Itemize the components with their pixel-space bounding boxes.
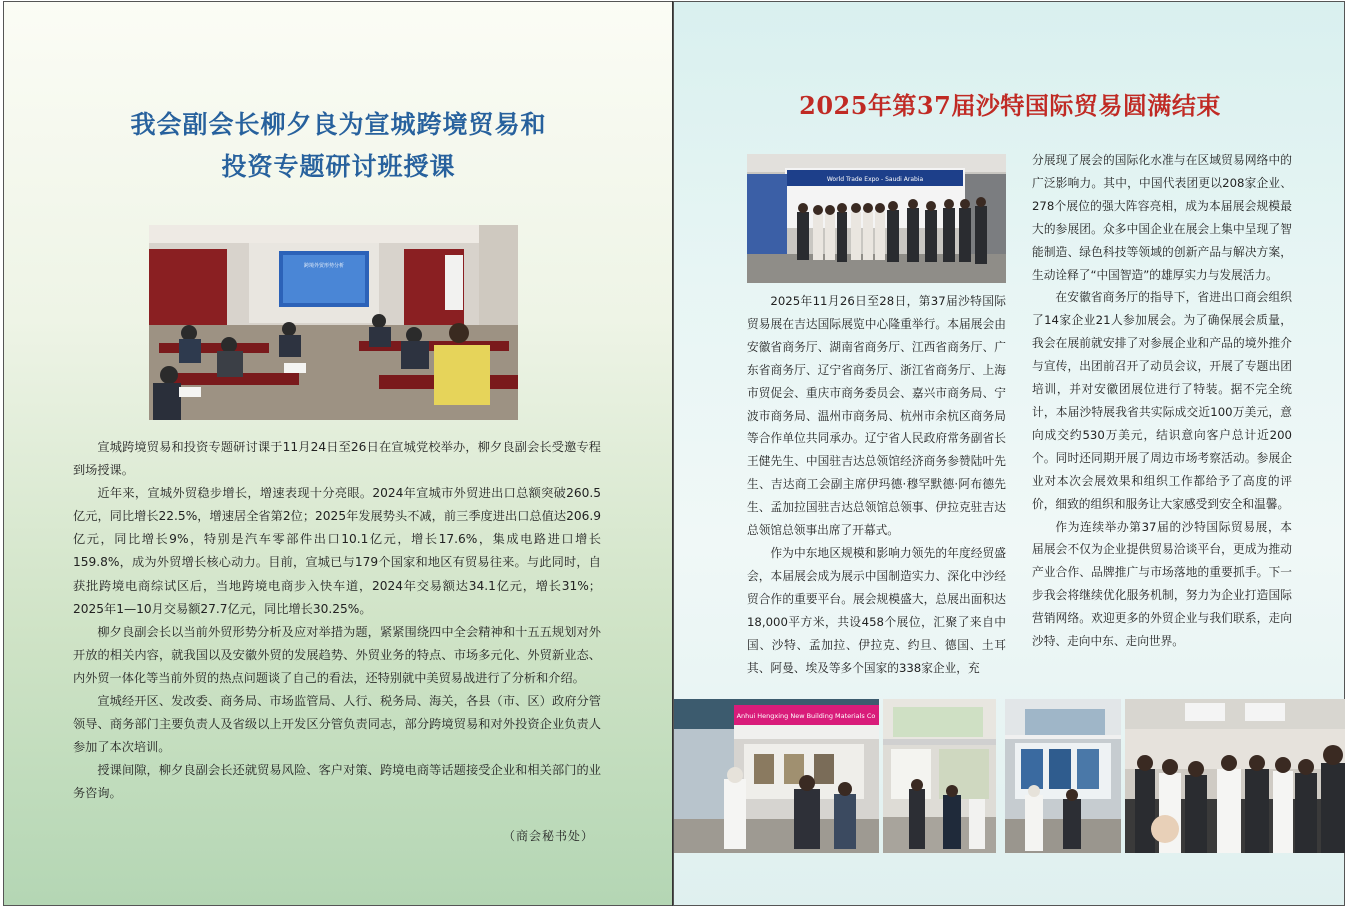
right-paragraph-2: 作为中东地区规模和影响力领先的年度经贸盛会，本届展会成为展示中国制造实力、深化中沙经贸合作的重要平台。展会规模盛大，总展出面积达18,000平方米，共设458个展位，汇聚了来自中国、沙特、孟加拉、伊拉克、约旦、德国、土耳其、阿曼、埃及等多个国家的338家企业，充 <box>747 545 1006 675</box>
left-paragraph-3: 柳夕良副会长以当前外贸形势分析及应对举措为题，紧紧围绕四中全会精神和十五五规划对外开放的相关内容，就我国以及安徽外贸的发展趋势、外贸业务的特点、市场多元化、外贸新业态、内外贸一体化等当前外贸的热点问题谈了自己的看法，还特别就中美贸易战进行了分析和介绍。 <box>73 624 601 685</box>
left-article-body <box>73 436 601 806</box>
classroom-photo <box>149 225 518 420</box>
right-paragraph-2-continued: 分展现了展会的国际化水准与在区域贸易网络中的广泛影响力。其中，中国代表团更以208家企业、278个展位的强大阵容亮相，成为本届展会规模最大的参展团。众多中国企业在展会上集中呈现了智能制造、绿色科技等领域的创新产品与解决方案，生动诠释了“中国智造”的雄厚实力与发展活力。 <box>1032 153 1292 282</box>
left-paragraph-2: 近年来，宣城外贸稳步增长，增速表现十分亮眼。2024年宣城市外贸进出口总额突破260.5亿元，同比增长22.5%，增速居全省第2位；2025年发展势头不减，前三季度进出口总值达206.9亿元，同比增长9%，特别是汽车零部件出口10.1亿元，增长17.6%，集成电路进口增长159.8%，成为外贸增长核心动力。目前，宣城已与179个国家和地区有贸易往来。与此同时，自获批跨境电商综试区后，当地跨境电商步入快车道，2024年交易额达34.1亿元，增长31%；2025年1—10月交易额27.7亿元，同比增长30.25%。 <box>73 486 601 616</box>
right-column-2 <box>1032 149 1292 653</box>
left-paragraph-1: 宣城跨境贸易和投资专题研讨课于11月24日至26日在宣城党校举办，柳夕良副会长受邀专程到场授课。 <box>73 440 601 478</box>
booth-photo-1 <box>674 699 879 853</box>
projector-screen-text: 跨境外贸形势分析 <box>303 263 345 269</box>
booth-photo-3 <box>1005 699 1121 853</box>
left-paragraph-4: 宣城经开区、发改委、商务局、市场监管局、人行、税务局、海关，各县（市、区）政府分管领导、商务部门主要负责人及省级以上开发区分管负责同志，部分跨境贸易和对外投资企业负责人参加了本次培训。 <box>73 694 601 755</box>
right-paragraph-4: 作为连续举办第37届的沙特国际贸易展，本届展会不仅为企业提供贸易洽谈平台，更成为推动产业合作、品牌推广与市场落地的重要抓手。下一步我会将继续优化服务机制，努力为企业打造国际营销网络。欢迎更多的外贸企业与我们联系，走向沙特、走向中东、走向世界。 <box>1032 519 1292 649</box>
right-column-1 <box>747 290 1006 679</box>
delegation-group-photo <box>747 154 1006 283</box>
left-page <box>3 1 672 906</box>
expo-banner-text: World Trade Expo - Saudi Arabia <box>826 176 924 183</box>
booth-sign-text: Anhui Hengxing New Building Materials Co <box>736 712 876 720</box>
article-signature: （商会秘书处） <box>502 829 594 843</box>
right-paragraph-3: 在安徽省商务厅的指导下，省进出口商会组织了14家企业21人参加展会。为了确保展会质量，我会在展前就安排了对参展企业和产品的境外推介与宣传，出团前召开了动员会议，开展了专题出团培训，并对安徽团展位进行了特装。据不完全统计，本届沙特展我省共实际成交近100万美元，意向成交约530万美元，结识意向客户总计近200个。同时还同期开展了周边市场考察活动。参展企业对本次会展效果和组织工作都给予了高度的评价，细致的组织和服务让大家感受到安全和温馨。 <box>1032 290 1292 511</box>
booth-photo-2 <box>883 699 996 853</box>
booth-photo-4 <box>1125 699 1345 853</box>
left-title-line-2: 投资专题研讨班授课 <box>221 152 456 181</box>
right-page <box>673 1 1345 906</box>
left-paragraph-5: 授课间隙，柳夕良副会长还就贸易风险、客户对策、跨境电商等话题接受企业和相关部门的业务咨询。 <box>73 763 601 801</box>
left-title-line-1: 我会副会长柳夕良为宣城跨境贸易和 <box>130 110 547 139</box>
left-article-title <box>4 104 673 188</box>
right-paragraph-1: 2025年11月26日至28日，第37届沙特国际贸易展在吉达国际展览中心隆重举行。本届展会由安徽省商务厅、湖南省商务厅、江西省商务厅、广东省商务厅、辽宁省商务厅、浙江省商务厅、上海市贸促会、重庆市商务委员会、嘉兴市商务局、宁波市商务局、温州市商务局、杭州市余杭区商务局等合作单位共同承办。辽宁省人民政府常务副省长王健先生、中国驻吉达总领馆经济商务参赞陆叶先生、吉达商工会副主席伊玛德·穆罕默德·阿布德先生、孟加拉国驻吉达总领馆总领事、伊拉克驻吉达总领馆总领事出席了开幕式。 <box>747 294 1006 538</box>
right-article-title: 2025年第37届沙特国际贸易圆满结束 <box>799 91 1221 120</box>
